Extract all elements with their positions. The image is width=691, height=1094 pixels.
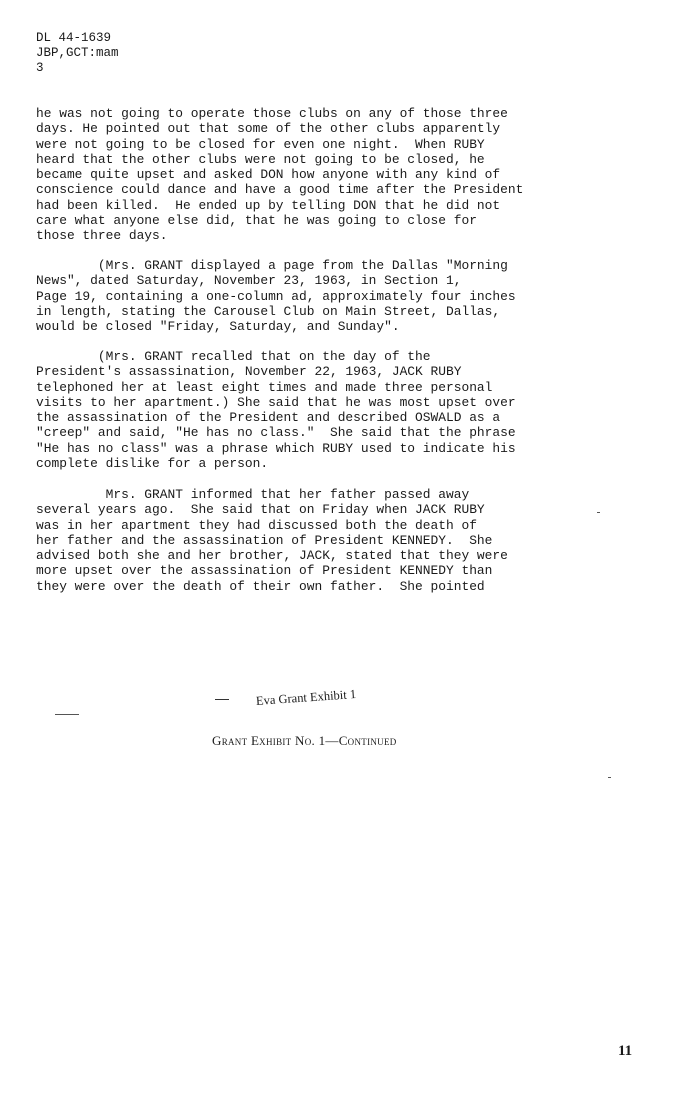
file-number: DL 44-1639 — [36, 31, 112, 45]
text-line: (Mrs. GRANT displayed a page from the Dallas "Morning — [36, 258, 508, 273]
divider-mark — [215, 699, 229, 700]
text-line: Page 19, containing a one-column ad, approximately four inches — [36, 288, 516, 304]
text-line: Mrs. GRANT informed that her father passed away — [36, 487, 470, 502]
text-line: days. He pointed out that some of the other clubs apparently — [36, 121, 501, 137]
text-line: News", dated Saturday, November 23, 1963, in Section 1, — [36, 273, 462, 289]
text-line: was in her apartment they had discussed both the death of — [36, 517, 477, 533]
text-line: several years ago. She said that on Friday when JACK RUBY — [36, 502, 485, 518]
text-line: advised both she and her brother, JACK, stated that they were — [36, 548, 508, 564]
paragraph-3 — [36, 349, 626, 471]
text-line: in length, stating the Carousel Club on Main Street, Dallas, — [36, 303, 501, 319]
page-number: 11 — [618, 1043, 633, 1059]
text-line: the assassination of the President and described OSWALD as a — [36, 410, 501, 426]
text-line: were not going to be closed for even one night. When RUBY — [36, 136, 485, 152]
scan-speck — [597, 512, 600, 513]
divider-mark — [55, 714, 79, 715]
scan-speck — [608, 777, 611, 778]
text-line: they were over the death of their own father. She pointed — [36, 578, 485, 594]
exhibit-caption: Eva Grant Exhibit 1 — [255, 687, 357, 708]
text-line: care what anyone else did, that he was going to close for — [36, 213, 477, 229]
text-line: visits to her apartment.) She said that he was most upset over — [36, 394, 516, 410]
paragraph-4 — [36, 487, 626, 594]
text-line: her father and the assassination of President KENNEDY. She — [36, 532, 493, 548]
text-line: President's assassination, November 22, 1963, JACK RUBY — [36, 364, 462, 380]
text-line: became quite upset and asked DON how anyone with any kind of — [36, 167, 501, 183]
text-line: those three days. — [36, 228, 168, 244]
paragraph-1 — [36, 106, 626, 244]
text-line: "creep" and said, "He has no class." She said that the phrase — [36, 425, 516, 441]
initials: JBP,GCT:mam — [36, 46, 119, 60]
text-line: conscience could dance and have a good time after the President — [36, 182, 524, 198]
file-header — [36, 31, 119, 76]
text-line: "He has no class" was a phrase which RUBY used to indicate his — [36, 440, 516, 456]
text-line: (Mrs. GRANT recalled that on the day of the — [36, 349, 431, 364]
text-line: telephoned her at least eight times and made three personal — [36, 379, 493, 395]
text-line: complete dislike for a person. — [36, 456, 269, 472]
sheet-number: 3 — [36, 61, 44, 75]
text-line: had been killed. He ended up by telling DON that he did not — [36, 197, 501, 213]
text-line: heard that the other clubs were not going to be closed, he — [36, 151, 485, 167]
continued-label: Grant Exhibit No. 1—Continued — [212, 733, 397, 748]
paragraph-2 — [36, 258, 626, 334]
text-line: would be closed "Friday, Saturday, and Sunday". — [36, 319, 400, 335]
text-line: he was not going to operate those clubs on any of those three — [36, 106, 508, 121]
text-line: more upset over the assassination of President KENNEDY than — [36, 563, 493, 579]
